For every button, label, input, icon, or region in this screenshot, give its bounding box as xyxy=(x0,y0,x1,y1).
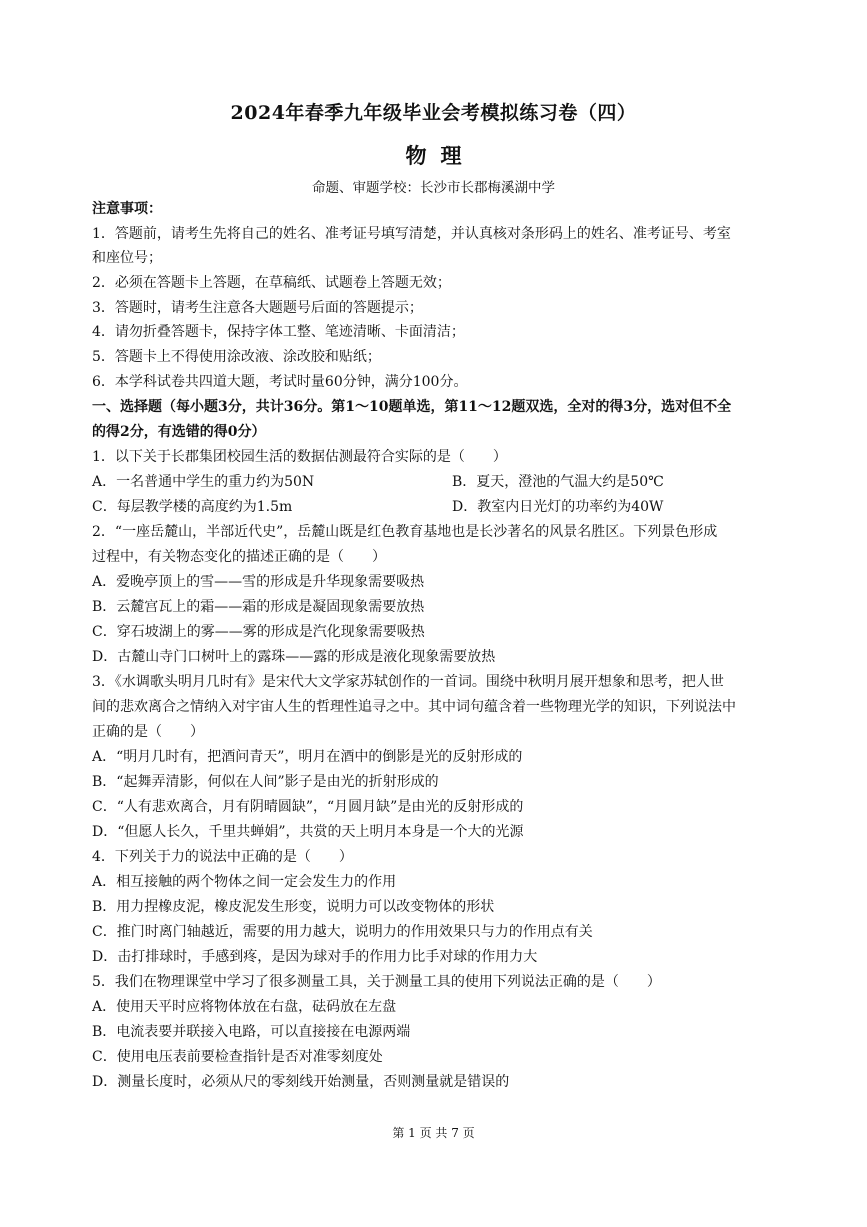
question-5-stem: 5．我们在物理课堂中学习了很多测量工具，关于测量工具的使用下列说法正确的是（ ） xyxy=(92,974,661,990)
question-4-option-a: A．相互接触的两个物体之间一定会发生力的作用 xyxy=(92,874,397,890)
question-3-option-b: B．“起舞弄清影，何似在人间”影子是由光的折射形成的 xyxy=(92,774,439,790)
question-3-stem-end: 正确的是（ ） xyxy=(92,724,204,740)
question-3-stem-cont: 间的悲欢离合之情纳入对宇宙人生的哲理性追寻之中。其中词句蕴含着一些物理光学的知识，下列说法中 xyxy=(92,699,736,715)
page-number: 第 1 页 共 7 页 xyxy=(392,1126,475,1140)
notice-item: 和座位号； xyxy=(92,250,162,266)
question-4-option-b: B．用力捏橡皮泥，橡皮泥发生形变，说明力可以改变物体的形状 xyxy=(92,899,495,915)
notice-heading: 注意事项： xyxy=(92,201,162,217)
question-1-option-d: D．教室内日光灯的功率约为40W xyxy=(452,499,664,515)
notice-item: 3．答题时，请考生注意各大题题号后面的答题提示； xyxy=(92,300,423,316)
notice-item: 5．答题卡上不得使用涂改液、涂改胶和贴纸； xyxy=(92,349,381,365)
question-3-option-a: A．“明月几时有，把酒问青天”，明月在酒中的倒影是光的反射形成的 xyxy=(92,749,523,765)
question-1-option-a: A．一名普通中学生的重力约为50N xyxy=(92,474,315,490)
question-4-option-c: C．推门时离门轴越近，需要的用力越大，说明力的作用效果只与力的作用点有关 xyxy=(92,924,593,940)
notice-item: 4．请勿折叠答题卡，保持字体工整、笔迹清晰、卡面清洁； xyxy=(92,324,465,340)
question-1-option-b: B．夏天，澄池的气温大约是50℃ xyxy=(452,474,664,490)
question-5-option-b: B．电流表要并联接入电路，可以直接接在电源两端 xyxy=(92,1024,411,1040)
question-3-stem: 3．《水调歌头明月几时有》是宋代大文学家苏轼创作的一首词。围绕中秋明月展开想象和思考，把人世 xyxy=(92,674,724,690)
question-2-option-a: A．爱晚亭顶上的雪——雪的形成是升华现象需要吸热 xyxy=(92,574,425,590)
question-2-stem-cont: 过程中，有关物态变化的描述正确的是（ ） xyxy=(92,549,386,565)
notice-item: 6．本学科试卷共四道大题，考试时量60分钟，满分100分。 xyxy=(92,374,468,390)
exam-title: 2024年春季九年级毕业会考模拟练习卷（四） xyxy=(230,102,637,124)
subject-title: 物理 xyxy=(405,143,476,168)
question-1-stem: 1．以下关于长郡集团校园生活的数据估测最符合实际的是（ ） xyxy=(92,449,507,465)
question-3-option-d: D．“但愿人长久，千里共蝉娟”，共赏的天上明月本身是一个大的光源 xyxy=(92,824,524,840)
question-1-option-c: C．每层教学楼的高度约为1.5m xyxy=(92,499,293,515)
notice-item: 2．必须在答题卡上答题，在草稿纸、试题卷上答题无效； xyxy=(92,275,451,291)
question-2-option-b: B．云麓宫瓦上的霜——霜的形成是凝固现象需要放热 xyxy=(92,599,425,615)
question-2-option-c: C．穿石坡湖上的雾——雾的形成是汽化现象需要吸热 xyxy=(92,624,425,640)
section-heading: 一、选择题（每小题3分，共计36分。第1～10题单选，第11～12题双选，全对的得3分，选对但不全 xyxy=(92,399,732,415)
question-2-stem: 2．“一座岳麓山，半部近代史”，岳麓山既是红色教育基地也是长沙著名的风景名胜区。下列景色形成 xyxy=(92,524,718,540)
notice-item: 1．答题前，请考生先将自己的姓名、准考证号填写清楚，并认真核对条形码上的姓名、准考证号、考室 xyxy=(92,226,731,242)
question-4-stem: 4．下列关于力的说法中正确的是（ ） xyxy=(92,849,353,865)
question-5-option-d: D．测量长度时，必须从尺的零刻线开始测量，否则测量就是错误的 xyxy=(92,1074,510,1090)
section-heading-cont: 的得2分，有选错的得0分） xyxy=(92,424,266,440)
setter-school: 命题、审题学校：长沙市长郡梅溪湖中学 xyxy=(312,180,555,196)
question-2-option-d: D．古麓山寺门口树叶上的露珠——露的形成是液化现象需要放热 xyxy=(92,649,496,665)
question-5-option-c: C．使用电压表前要检查指针是否对准零刻度处 xyxy=(92,1049,383,1065)
question-5-option-a: A．使用天平时应将物体放在右盘，砝码放在左盘 xyxy=(92,999,397,1015)
question-4-option-d: D．击打排球时，手感到疼，是因为球对手的作用力比手对球的作用力大 xyxy=(92,949,538,965)
question-3-option-c: C．“人有悲欢离合，月有阴晴圆缺”，“月圆月缺”是由光的反射形成的 xyxy=(92,799,524,815)
